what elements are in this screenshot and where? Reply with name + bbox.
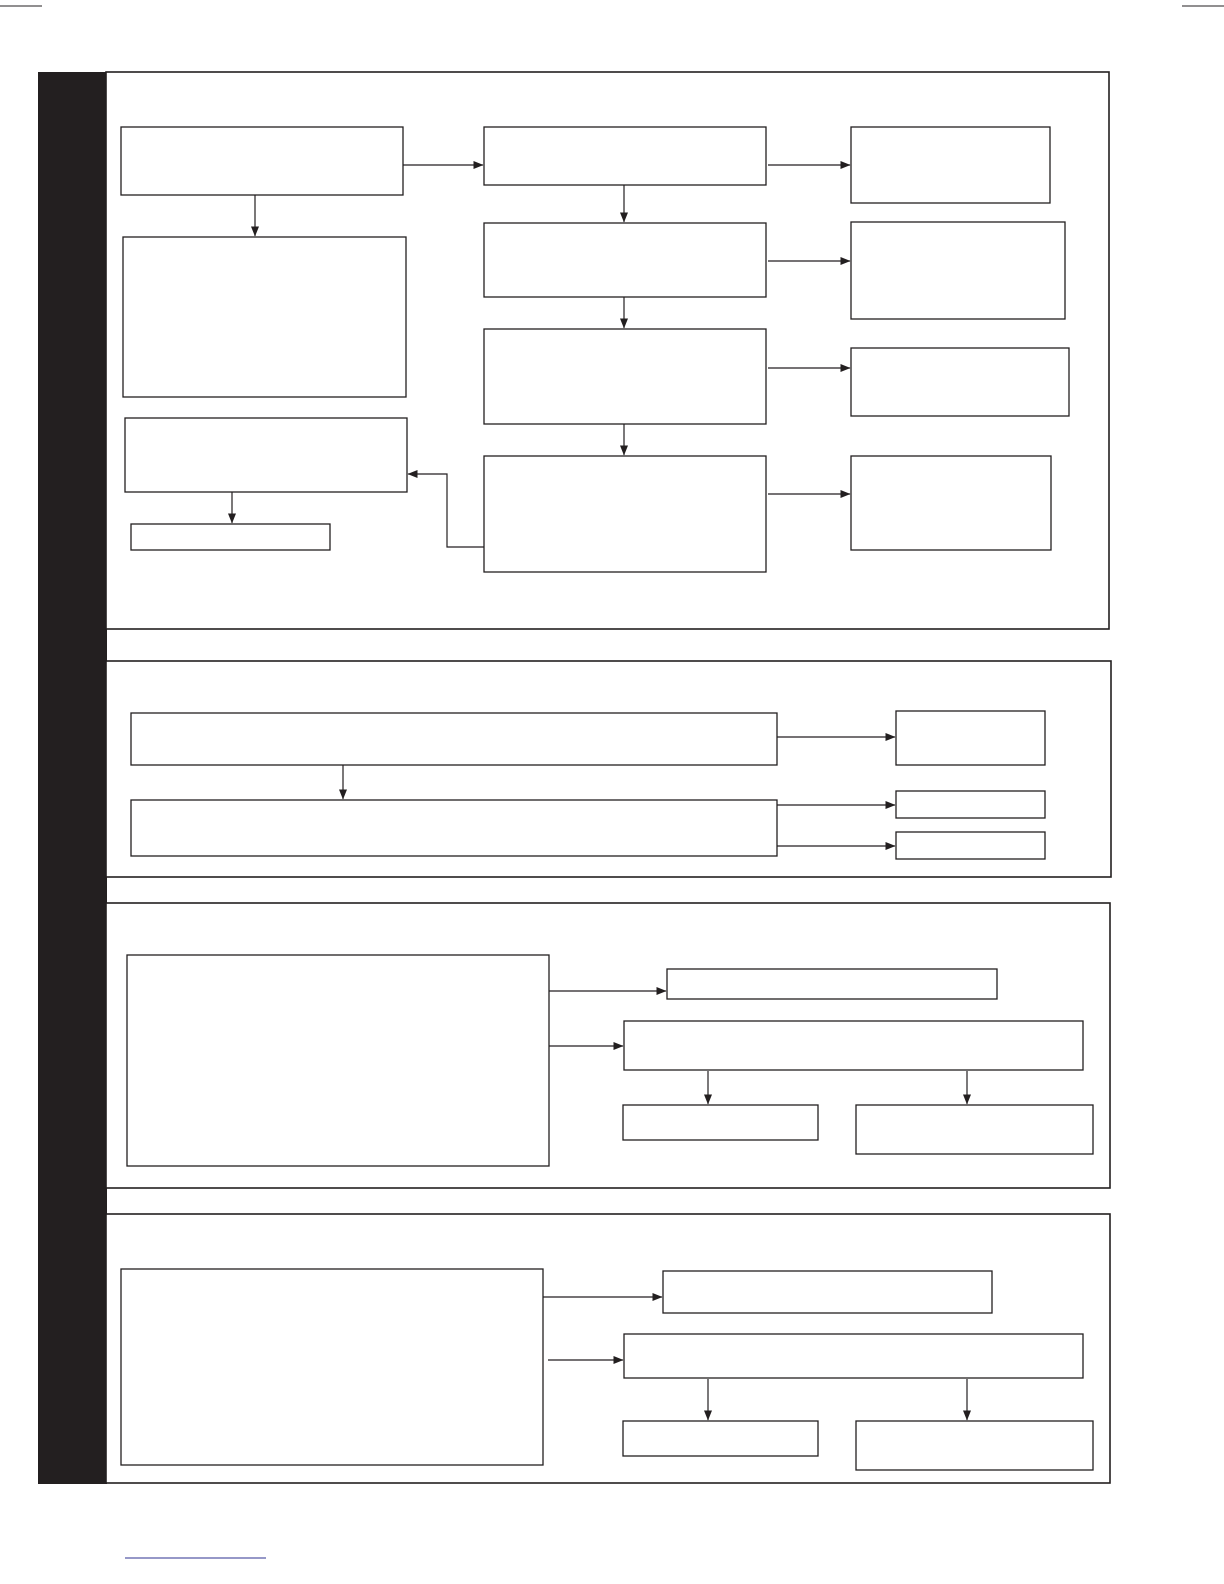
- section-3: [106, 903, 1110, 1188]
- section-1: [106, 72, 1109, 629]
- s2-box-bottom: [131, 800, 777, 856]
- s1-box-left-end: [131, 524, 330, 550]
- s4-box-branch-right: [856, 1421, 1093, 1470]
- s1-box-outcome-4: [851, 456, 1051, 550]
- s2-box-top: [131, 713, 777, 765]
- s1-box-start: [121, 127, 403, 195]
- s4-box-main: [121, 1269, 543, 1465]
- s1-box-step-2: [484, 223, 766, 297]
- s3-box-decision: [624, 1021, 1083, 1070]
- s3-box-outcome-top: [667, 969, 997, 999]
- s1-box-step-3: [484, 329, 766, 424]
- s1-box-left-detail: [123, 237, 406, 397]
- s1-box-outcome-1: [851, 127, 1050, 203]
- s2-box-outcome-3: [896, 832, 1045, 859]
- s1-box-step-4: [484, 456, 766, 572]
- s2-box-outcome-2: [896, 791, 1045, 818]
- s1-box-left-result: [125, 418, 407, 492]
- s4-box-branch-left: [623, 1421, 818, 1456]
- left-sidebar-bar: [38, 72, 107, 1484]
- section-4: [106, 1214, 1110, 1483]
- s1-box-step-1: [484, 127, 766, 185]
- s4-box-decision: [624, 1334, 1083, 1378]
- s3-box-main: [127, 955, 549, 1166]
- s1-box-outcome-3: [851, 348, 1069, 416]
- s4-box-outcome-top: [663, 1271, 992, 1313]
- s2-box-outcome-1: [896, 711, 1045, 765]
- s3-box-branch-right: [856, 1105, 1093, 1154]
- s1-box-outcome-2: [851, 222, 1065, 319]
- section-2: [106, 661, 1111, 877]
- s3-box-branch-left: [623, 1105, 818, 1140]
